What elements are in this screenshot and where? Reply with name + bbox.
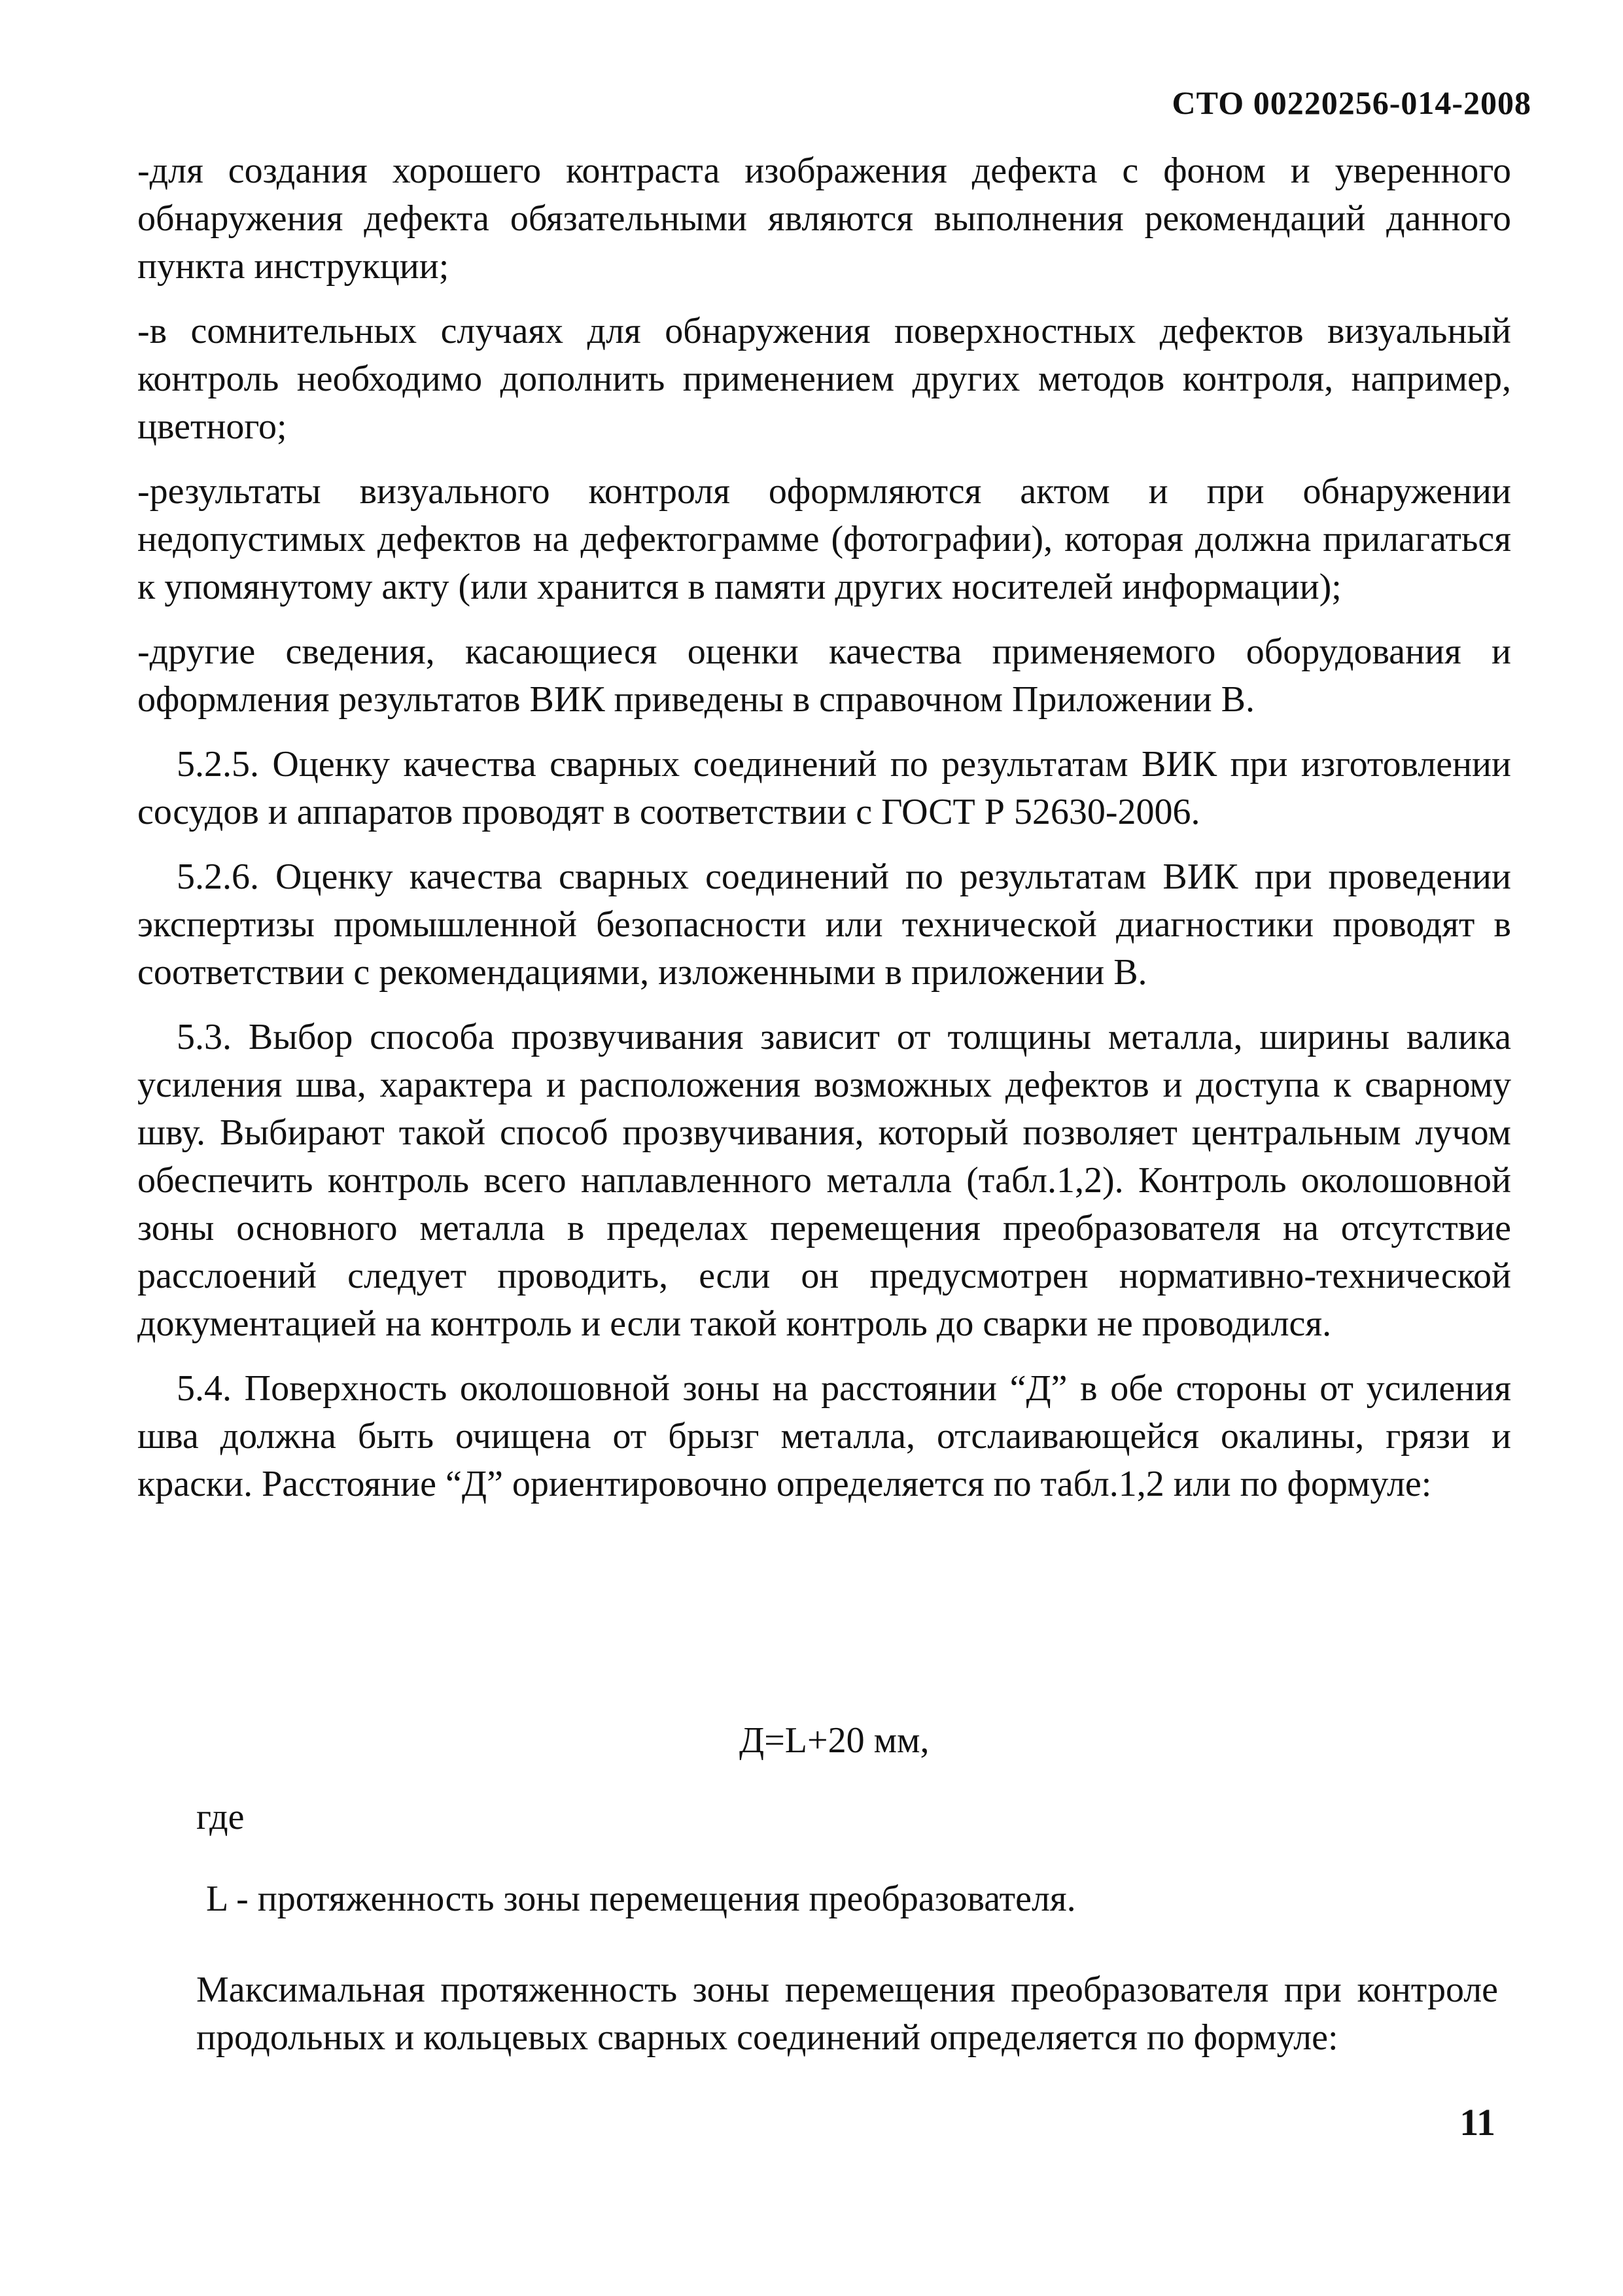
page-body bbox=[137, 147, 1511, 1525]
paragraph-results: -результаты визуального контроля оформляются актом и при обнаружении недопустимых дефектов на дефектограмме (фотографии), которая должна прилагаться к упомянутому акту (или хранится в памяти других носителей информации); bbox=[137, 471, 1511, 607]
definition-l: L - протяженность зоны перемещения преобразователя. bbox=[206, 1879, 1076, 1919]
paragraph-max-length: Максимальная протяженность зоны перемещения преобразователя при контроле продольных и кольцевых сварных соединений определяется по формуле: bbox=[196, 1969, 1498, 2058]
paragraph-contrast: -для создания хорошего контраста изображения дефекта с фоном и уверенного обнаружения дефекта обязательными являются выполнения рекомендаций данного пункта инструкции; bbox=[137, 150, 1511, 287]
paragraph-5-3: 5.3. Выбор способа прозвучивания зависит от толщины металла, ширины валика усиления шва, характера и расположения возможных дефектов и доступа к сварному шву. Выбирают такой способ прозвучивания, который позволяет центральным лучом обеспечить контроль всего наплавленного металла (табл.1,2). Контроль околошовной зоны основного металла в пределах перемещения преобразователя на отсутствие расслоений следует проводить, если он предусмотрен нормативно-технической документацией на контроль и если такой контроль до сварки не проводился. bbox=[137, 1017, 1511, 1344]
paragraph-doubtful-cases: -в сомнительных случаях для обнаружения поверхностных дефектов визуальный контроль необходимо дополнить применением других методов контроля, например, цветного; bbox=[137, 311, 1511, 447]
document-code-header: СТО 00220256-014-2008 bbox=[1172, 84, 1531, 121]
where-label: где bbox=[196, 1797, 245, 1837]
page-number: 11 bbox=[1459, 2101, 1495, 2144]
paragraph-other-info: -другие сведения, касающиеся оценки качества применяемого оборудования и оформления результатов ВИК приведены в справочном Приложении В. bbox=[137, 631, 1511, 720]
paragraph-5-2-6: 5.2.6. Оценку качества сварных соединений по результатам ВИК при проведении экспертизы промышленной безопасности или технической диагностики проводят в соответствии с рекомендациями, изложенными в приложении В. bbox=[137, 857, 1511, 993]
formula-d: Д=L+20 мм, bbox=[739, 1720, 930, 1761]
paragraph-5-4: 5.4. Поверхность околошовной зоны на расстоянии “Д” в обе стороны от усиления шва должна быть очищена от брызг металла, отслаивающейся окалины, грязи и краски. Расстояние “Д” ориентировочно определяется по табл.1,2 или по формуле: bbox=[137, 1368, 1511, 1504]
paragraph-5-2-5: 5.2.5. Оценку качества сварных соединений по результатам ВИК при изготовлении сосудов и аппаратов проводят в соответствии с ГОСТ Р 52630-2006. bbox=[137, 744, 1511, 832]
